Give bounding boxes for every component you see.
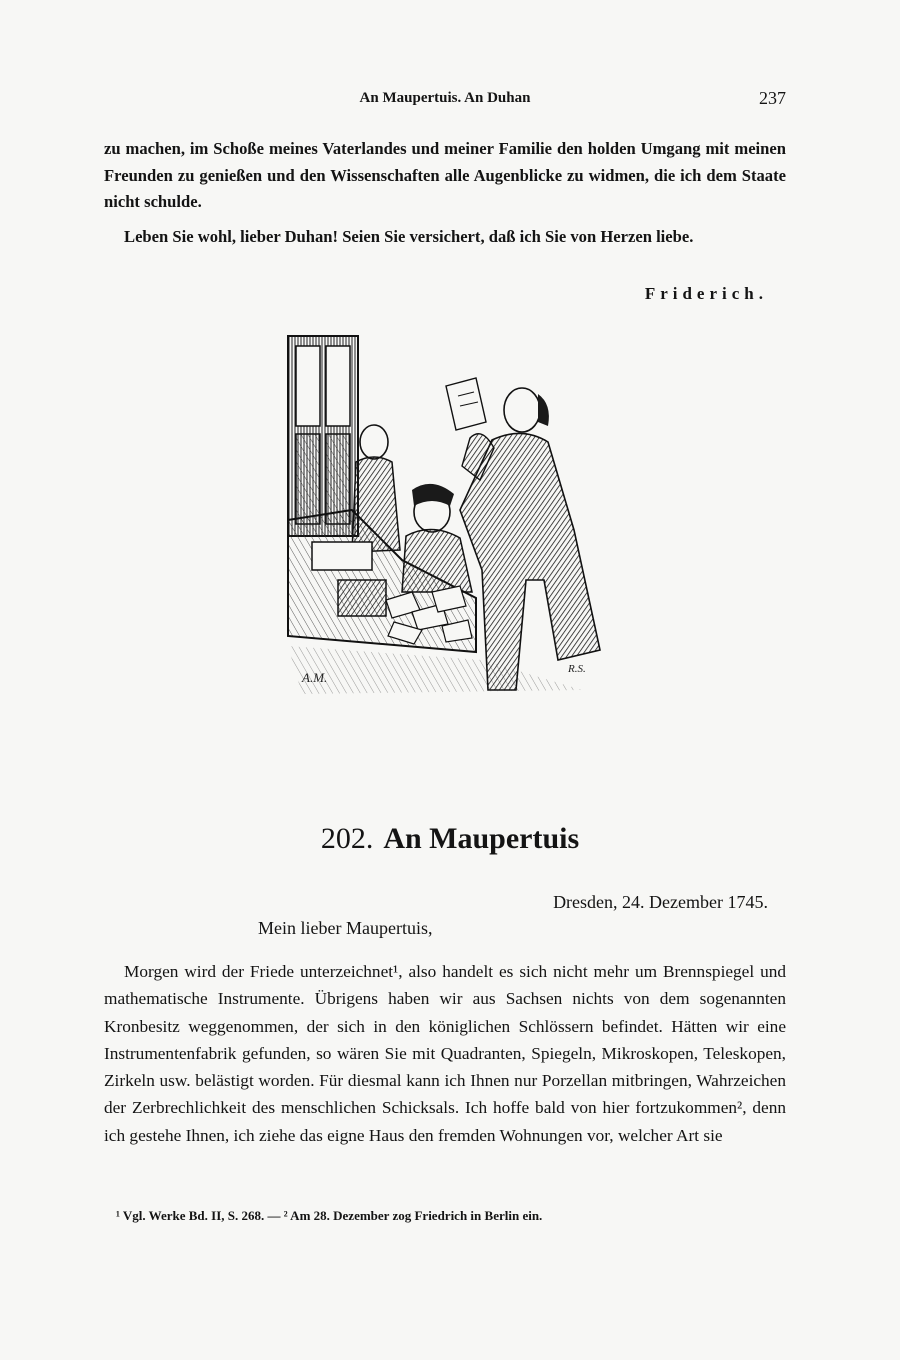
figure-left-head [360, 425, 388, 459]
artist-mark-left: A.M. [302, 670, 328, 685]
letter-body: Morgen wird der Friede unterzeichnet¹, also handelt es sich nicht mehr um Brennspiegel und mathematische Instrumente. Übrigens haben wir aus Sachsen nichts von dem sogenannten Kronbesitz weggenommen, der sich in den königlichen Schlössern befindet. Hätten wir eine Instrumentenfabrik gefunden, so wären Sie mit Quadranten, Spiegeln, Mikroskopen, Teleskopen, Zirkeln usw. belästigt worden. Für diesmal kann ich Ihnen nur Porzellan mitbringen, Wahrzeichen der Zerbrechlichkeit des menschlichen Schicksals. Ich hoffe bald von hier fortzukommen², denn ich gestehe Ihnen, ich ziehe das eigne Haus den fremden Wohnungen vor, welcher Art sie [104, 962, 786, 1145]
figure-standing-head [504, 388, 540, 432]
running-head [104, 88, 786, 112]
engraving-illustration [282, 330, 606, 704]
dateline: Dresden, 24. Dezember 1745. [553, 892, 768, 912]
signature: Friderich. [644, 284, 768, 303]
letter-title: An Maupertuis [383, 822, 580, 855]
running-title: An Maupertuis. An Duhan [359, 90, 531, 106]
held-paper [446, 378, 486, 430]
previous-letter-continuation: zu machen, im Schoße meines Vaterlandes und meiner Familie den holden Umgang mit meinen Freunden zu genießen und den Wissenschaften alle Augenblicke zu widmen, die ich dem Staate nicht schulde. [104, 139, 786, 211]
letter-number: 202. [320, 822, 374, 855]
letter-heading [0, 822, 900, 856]
page-number: 237 [759, 88, 786, 108]
artist-mark-right: R.S. [568, 663, 586, 675]
previous-letter-farewell: Leben Sie wohl, lieber Duhan! Seien Sie versichert, daß ich Sie von Herzen liebe. [124, 227, 694, 246]
salutation: Mein lieber Maupertuis, [258, 918, 433, 938]
footnotes: ¹ Vgl. Werke Bd. II, S. 268. — ² Am 28. Dezember zog Friedrich in Berlin ein. [116, 1208, 543, 1223]
